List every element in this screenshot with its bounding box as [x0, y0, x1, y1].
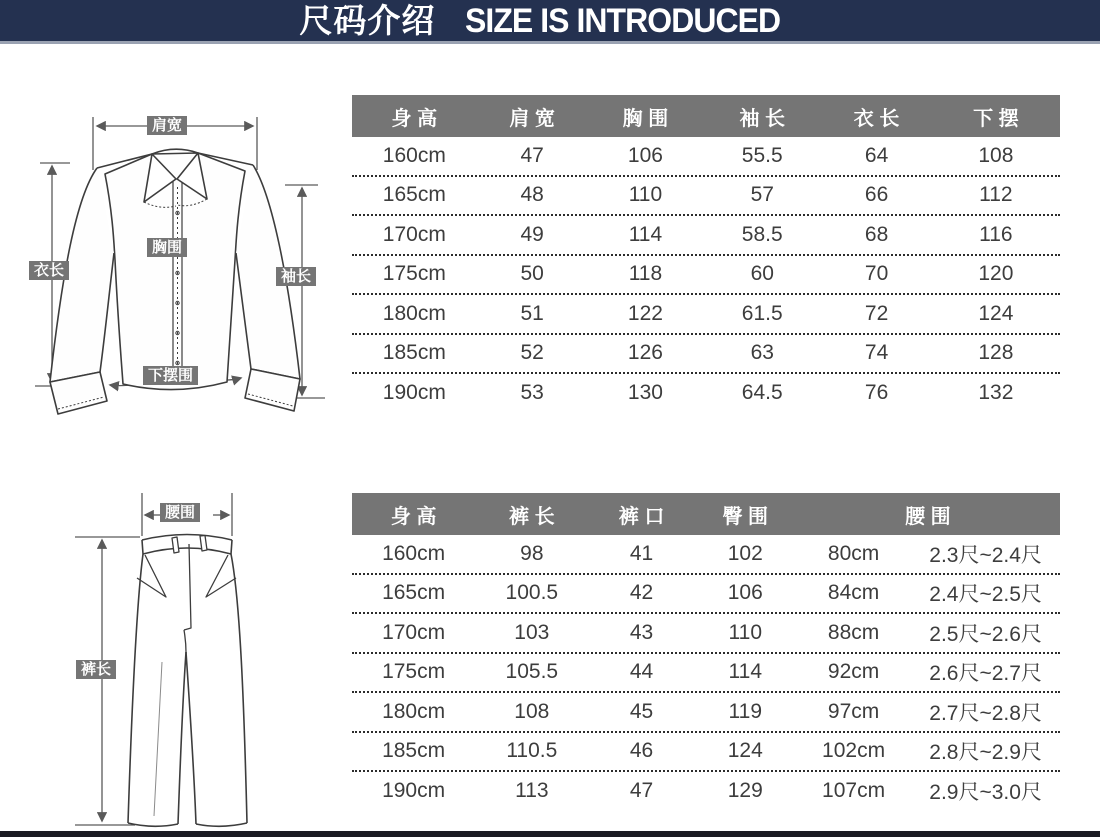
column-header: 袖 长	[739, 107, 786, 130]
table-cell: 49	[520, 222, 544, 246]
table-cell: 50	[520, 262, 544, 286]
table-cell: 160cm	[382, 143, 446, 167]
table-cell: 185cm	[382, 341, 446, 365]
table-cell: 118	[628, 262, 663, 286]
table-cell: 165cm	[382, 581, 446, 605]
table-cell: 53	[520, 380, 544, 404]
table-cell: 190cm	[382, 778, 446, 802]
table-row	[352, 693, 1060, 733]
shirt-size-table-body	[352, 137, 1060, 412]
table-cell: 58.5	[741, 222, 783, 246]
table-cell: 114	[728, 660, 762, 684]
table-cell: 100.5	[505, 581, 559, 605]
shirt-chest-label: 胸围	[147, 238, 187, 257]
table-cell: 160cm	[382, 541, 446, 565]
table-cell: 116	[979, 222, 1013, 246]
table-cell: 97cm	[827, 699, 880, 723]
column-header: 腰 围	[905, 505, 951, 528]
table-cell: 108	[514, 699, 550, 723]
column-header: 臀 围	[722, 505, 769, 528]
table-cell: 2.5尺~2.6尺	[929, 622, 1042, 646]
table-cell: 70	[864, 262, 889, 286]
table-cell: 72	[864, 301, 889, 325]
shirt-shoulder-width-label: 肩宽	[147, 116, 187, 135]
table-cell: 84cm	[827, 581, 880, 605]
table-cell: 42	[629, 581, 654, 605]
table-cell: 52	[520, 341, 544, 365]
table-cell: 55.5	[741, 143, 783, 167]
table-cell: 129	[727, 778, 763, 802]
table-cell: 119	[728, 699, 762, 723]
table-cell: 106	[627, 143, 663, 167]
table-cell: 74	[864, 341, 889, 365]
table-row	[352, 335, 1060, 375]
table-cell: 80cm	[827, 541, 880, 565]
table-cell: 190cm	[382, 380, 446, 404]
table-cell: 170cm	[382, 222, 446, 246]
shirt-measurement-figure	[10, 95, 340, 430]
column-header: 肩 宽	[509, 107, 555, 130]
table-cell: 47	[520, 143, 544, 167]
table-cell: 60	[750, 262, 774, 286]
table-row	[352, 295, 1060, 335]
table-row	[352, 177, 1060, 217]
table-cell: 64.5	[741, 380, 783, 404]
table-cell: 44	[629, 660, 654, 684]
table-cell: 68	[864, 222, 889, 246]
column-header: 胸 围	[622, 107, 669, 130]
table-cell: 106	[727, 581, 763, 605]
table-cell: 88cm	[827, 620, 880, 644]
table-cell: 92cm	[827, 660, 880, 684]
table-cell: 61.5	[741, 301, 783, 325]
table-row	[352, 535, 1060, 575]
table-cell: 57	[750, 183, 774, 207]
column-header: 衣 长	[853, 107, 900, 130]
table-cell: 130	[627, 380, 663, 404]
table-row	[352, 733, 1060, 773]
table-cell: 122	[627, 301, 663, 325]
column-header: 裤 长	[509, 505, 555, 528]
table-row	[352, 137, 1060, 177]
table-cell: 41	[629, 541, 654, 565]
pants-measurement-figure	[40, 480, 270, 830]
table-cell: 112	[979, 183, 1013, 207]
page-title-chinese: 尺码介绍	[299, 2, 436, 39]
table-cell: 105.5	[505, 660, 559, 684]
table-cell: 45	[629, 699, 654, 723]
table-cell: 175cm	[382, 262, 446, 286]
table-cell: 98	[520, 541, 544, 565]
table-cell: 128	[978, 341, 1014, 365]
column-header: 裤 口	[618, 505, 665, 528]
pants-diagram-svg	[40, 480, 270, 830]
table-cell: 66	[864, 183, 889, 207]
table-cell: 114	[628, 222, 663, 246]
table-cell: 48	[520, 183, 544, 207]
pants-outline	[128, 535, 247, 827]
table-cell: 113	[515, 778, 549, 802]
column-header: 身 高	[391, 107, 438, 130]
table-cell: 102cm	[822, 739, 886, 763]
table-row	[352, 216, 1060, 256]
table-cell: 2.8尺~2.9尺	[929, 741, 1042, 765]
shirt-sleeve-length-label: 袖长	[276, 267, 316, 286]
table-cell: 175cm	[382, 660, 446, 684]
page-header-banner	[0, 0, 1100, 44]
table-cell: 124	[727, 739, 763, 763]
table-cell: 185cm	[382, 739, 446, 763]
column-header: 下 摆	[973, 107, 1019, 130]
table-row	[352, 374, 1060, 412]
bottom-divider-bar	[0, 831, 1100, 837]
table-cell: 107cm	[822, 778, 886, 802]
shirt-length-label: 衣长	[29, 261, 69, 280]
table-cell: 51	[520, 301, 544, 325]
table-cell: 2.3尺~2.4尺	[929, 543, 1042, 567]
table-cell: 103	[514, 620, 550, 644]
pants-size-table	[352, 493, 1060, 810]
table-row	[352, 256, 1060, 296]
pants-size-table-body	[352, 535, 1060, 810]
table-cell: 47	[629, 778, 654, 802]
table-cell: 63	[750, 341, 774, 365]
table-cell: 2.4尺~2.5尺	[929, 583, 1042, 607]
table-cell: 132	[978, 380, 1014, 404]
table-cell: 46	[629, 739, 654, 763]
page-title-english: SIZE IS INTRODUCED	[465, 1, 781, 40]
table-cell: 2.7尺~2.8尺	[929, 701, 1042, 725]
table-cell: 108	[978, 143, 1014, 167]
table-cell: 180cm	[382, 301, 446, 325]
table-cell: 64	[864, 143, 889, 167]
shirt-size-table	[352, 95, 1060, 412]
table-cell: 110	[628, 183, 663, 207]
shirt-hem-label: 下摆围	[143, 366, 198, 385]
table-cell: 170cm	[382, 620, 446, 644]
table-cell: 126	[627, 341, 663, 365]
table-cell: 120	[978, 262, 1014, 286]
table-cell: 110.5	[506, 739, 558, 763]
table-cell: 2.6尺~2.7尺	[929, 662, 1042, 686]
pants-length-label: 裤长	[76, 660, 116, 679]
pants-dimension-lines	[75, 493, 232, 825]
column-header: 身 高	[390, 505, 437, 528]
shirt-size-table-header	[352, 95, 1060, 137]
table-cell: 124	[978, 301, 1014, 325]
table-row	[352, 575, 1060, 615]
table-cell: 110	[728, 620, 762, 644]
table-cell: 102	[727, 541, 763, 565]
table-cell: 2.9尺~3.0尺	[929, 780, 1042, 804]
table-cell: 43	[629, 620, 654, 644]
table-row	[352, 772, 1060, 810]
table-row	[352, 654, 1060, 694]
pants-size-table-header	[352, 493, 1060, 535]
table-cell: 180cm	[382, 699, 446, 723]
table-row	[352, 614, 1060, 654]
table-cell: 165cm	[382, 183, 446, 207]
table-cell: 76	[864, 380, 889, 404]
pants-waist-label: 腰围	[160, 503, 200, 522]
